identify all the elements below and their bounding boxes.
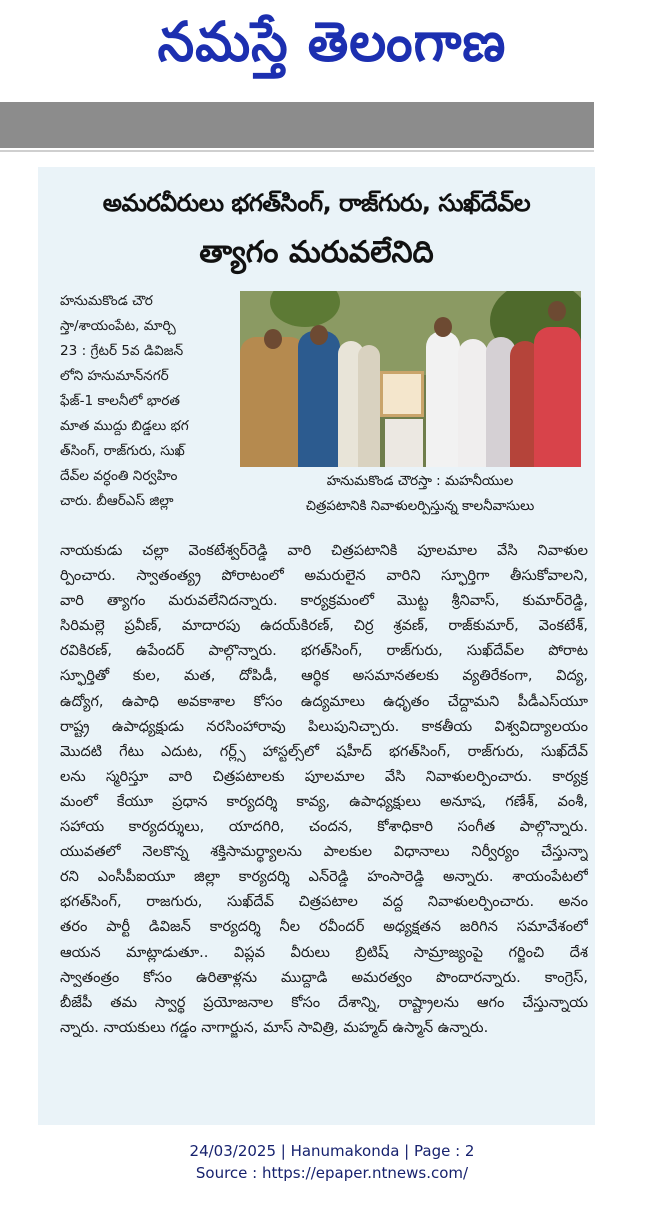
photo-person — [240, 337, 306, 467]
body-line: లను స్మరిస్తూ వారి చిత్రపటాలకు పూలమాల వేసి నివాళులర్పించారు. కార్యక్ర — [60, 767, 588, 785]
next-headline-cutoff — [38, 1110, 595, 1125]
lead-line: 23 : గ్రేటర్ 5వ డివిజన్ — [60, 343, 184, 359]
body-line: ర్పించారు. స్వాతంత్య్ర పోరాటంలో అమరులైన వారిని స్ఫూర్తిగా తీసుకోవాలని, — [60, 567, 588, 585]
photo-person — [298, 331, 340, 467]
body-line: యువతలో నెలకొన్న శక్తిసామర్థ్యాలను పాలకుల విధానాలు నిర్వీర్యం చేస్తున్నా — [60, 843, 588, 861]
photo-person-head — [434, 317, 452, 337]
caption-line: హనుమకొండ చౌరస్తా : మహనీయుల — [326, 474, 514, 489]
lead-line: చారు. బీఆర్‌ఎస్ జిల్లా — [60, 493, 174, 509]
photo-person — [358, 345, 380, 467]
lead-line: మాత ముద్దు బిడ్డలు భగ — [60, 418, 189, 434]
page-footer — [0, 1140, 664, 1184]
photo-person-head — [548, 301, 566, 321]
body-line: ఆయన మాట్లాడుతూ.. విప్లవ వీరులు బ్రిటిష్ సామ్రాజ్యంపై గర్జించి దేశ — [60, 943, 588, 961]
body-line: సహాయ కార్యదర్శులు, యాదగిరి, చందన, కోశాధికారి సంగీత పాల్గొన్నారు. — [60, 818, 588, 836]
photo-person-head — [264, 329, 282, 349]
photo-person-head — [310, 325, 328, 345]
body-line: రాష్ట్ర ఉపాధ్యక్షుడు నరసింహారావు పిలుపునిచ్చారు. కాకతీయ విశ్వవిద్యాలయం — [60, 717, 588, 735]
lead-line: త్‌సింగ్, రాజ్‌గురు, సుఖ్ — [60, 443, 185, 459]
photo-person — [534, 327, 581, 467]
newspaper-title: నమస్తే తెలంగాణ — [157, 10, 507, 74]
lead-line: ఫేజ్-1 కాలనీలో భారత — [60, 393, 180, 409]
photo-person — [426, 331, 460, 467]
lead-line: హనుమకొండ చౌర — [60, 293, 153, 309]
body-line: మంలో కేయూ ప్రధాన కార్యదర్శి కావ్య, ఉపాధ్యక్షులు అనూష, గణేశ్, వంశీ, — [60, 792, 588, 810]
lead-line: దేవ్‌ల వర్ధంతి నిర్వహిం — [60, 468, 178, 484]
masthead — [0, 0, 664, 98]
body-line: నాయకుడు చల్లా వెంకటేశ్వర్‌రెడ్డి వారి చిత్రపటానికి పూలమాల వేసి నివాళుల — [60, 542, 588, 559]
lead-line: లోని హనుమాన్‌నగర్ — [60, 368, 169, 384]
footer-source: Source : https://epaper.ntnews.com/ — [195, 1164, 469, 1182]
portrait-stand — [385, 419, 423, 467]
body-line: సిరిమల్లె ప్రవీణ్, మాదారపు ఉదయ్‌కిరణ్, చిర్ర శ్రవణ్, రాజ్‌కుమార్, వెంకటేశ్, — [60, 617, 588, 635]
header-band — [0, 102, 594, 148]
body-line: వారి త్యాగం మరువలేనిదన్నారు. కార్యక్రమంలో మొట్ట శ్రీనివాస్, కుమార్‌రెడ్డి, — [60, 592, 588, 610]
headline-line-2: త్యాగం మరువలేనిది — [199, 235, 434, 270]
article-body — [60, 538, 588, 1040]
news-clipping — [38, 167, 595, 1125]
photo-person — [458, 339, 488, 467]
body-line: బీజేపీ తమ స్వార్థ ప్రయోజనాల కోసం దేశాన్ని, రాష్ట్రాలను ఆగం చేస్తున్నాయ — [60, 993, 588, 1011]
footer-date-edition: 24/03/2025 | Hanumakonda | Page : 2 — [189, 1142, 475, 1160]
body-line: రని ఎంసీపీఐయూ జిల్లా కార్యదర్శి ఎన్‌రెడ్డి హంసారెడ్డి అన్నారు. శాయంపేటలో — [60, 868, 588, 886]
body-line: మొదటి గేటు ఎదుట, గర్ల్స్ హాస్టల్స్‌లో షహీద్ భగత్‌సింగ్, రాజ్‌గురు, సుఖ్‌దేవ్ — [60, 742, 588, 760]
headline-line-1: అమరవీరులు భగత్‌సింగ్, రాజ్‌గురు, సుఖ్‌దేవ్‌ల — [102, 189, 531, 217]
lead-paragraph — [60, 289, 230, 514]
body-line: న్నారు. నాయకులు గడ్డం నాగార్జున, మాస్ సావిత్రి, మహ్మద్ ఉస్మాన్ ఉన్నారు. — [60, 1018, 489, 1036]
body-line: స్వాతంత్రం కోసం ఉరితాళ్లను ముద్దాడి అమరత్వం పొందారన్నారు. కాంగ్రెస్, — [60, 968, 588, 986]
body-line: తరం పార్టీ డివిజన్ కార్యదర్శి నీల రవీందర్ అధ్యక్షతన జరిగిన సమావేశంలో — [60, 918, 588, 936]
body-line: భగత్‌సింగ్, రాజగురు, సుఖ్‌దేవ్ చిత్రపటాల వద్ద నివాళులర్పించారు. అనం — [60, 893, 588, 911]
lead-line: స్తా/శాయంపేట, మార్చి — [60, 318, 176, 334]
photo-caption — [250, 469, 590, 519]
body-line: ఉద్యోగ, ఉపాధి అవకాశాల కోసం ఉద్యమాలు ఉధృతం చేద్దామని పీడీఎస్‌యూ — [60, 692, 588, 710]
portrait-frame — [380, 371, 424, 417]
caption-line: చిత్రపటానికి నివాళులర్పిస్తున్న కాలనీవాసులు — [305, 499, 535, 514]
body-line: రవికిరణ్, ఉపేందర్ పాల్గొన్నారు. భగత్‌సింగ్, రాజ్‌గురు, సుఖ్‌దేవ్‌ల పోరాట — [60, 642, 588, 660]
header-rule — [0, 150, 594, 152]
news-photo — [240, 291, 581, 467]
body-line: స్ఫూర్తితో కుల, మత, దోపిడీ, ఆర్థిక అసమానతలకు వ్యతిరేకంగా, విద్య, — [60, 667, 588, 685]
